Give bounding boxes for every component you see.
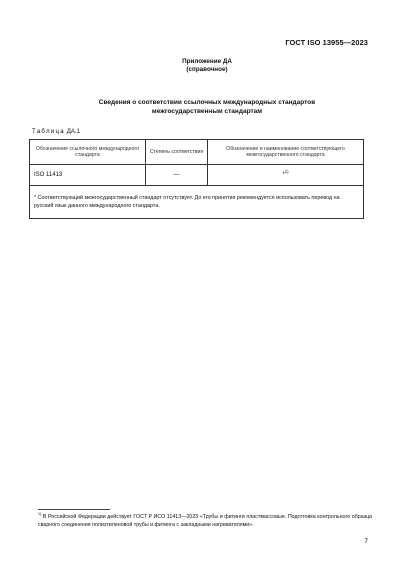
footnote-marker: 1) xyxy=(38,512,42,517)
header-international-standard: Обозначение ссылочного международного стандарта xyxy=(30,140,146,165)
table-caption-word: Таблица xyxy=(32,128,65,135)
header-interstate-standard: Обозначение и наименование соответствующего межгосударственного стандарта xyxy=(208,140,364,165)
appendix-title: Приложение ДА xyxy=(182,58,232,65)
appendix-subtitle: (справочное) xyxy=(186,66,228,73)
footnote-ref: 1) xyxy=(284,169,289,174)
table-note: * Соответствующий межгосударственный стандарт отсутствует. До его принятия рекомендуется использовать перевод на русский язык данного международного стандарта. xyxy=(30,186,364,219)
section-title xyxy=(0,98,414,116)
section-title-line-2: межгосударственным стандартам xyxy=(151,108,263,115)
header-degree-of-conformity: Степень соответствия xyxy=(146,140,208,165)
standard-code-header: ГОСТ ISO 13955—2023 xyxy=(285,38,368,47)
table-header-row xyxy=(30,140,364,165)
cell-interstate-standard xyxy=(208,165,364,186)
section-title-line-1: Сведения о соответствии ссылочных международных стандартов xyxy=(98,99,316,106)
footnote-divider xyxy=(38,509,110,510)
reference-standards-table xyxy=(29,139,364,219)
appendix-heading xyxy=(0,58,414,74)
table-caption xyxy=(32,128,80,135)
table-row xyxy=(30,165,364,186)
table-note-row xyxy=(30,186,364,219)
cell-degree: — xyxy=(146,165,208,186)
table-caption-number: ДА.1 xyxy=(66,128,80,135)
cell-standard: ISO 11413 xyxy=(30,165,146,186)
cell-mark: * xyxy=(282,172,285,178)
page-number: 7 xyxy=(364,538,368,545)
footnote-text: В Российской Федерации действует ГОСТ Р ИСО 11413—2023 «Трубы и фитинги пластмассовые. Подготовка контрольного образца сварного соединения полиэтиленовой трубы и фитинга с закладными нагревателями». xyxy=(38,514,372,528)
footnote xyxy=(38,513,372,529)
